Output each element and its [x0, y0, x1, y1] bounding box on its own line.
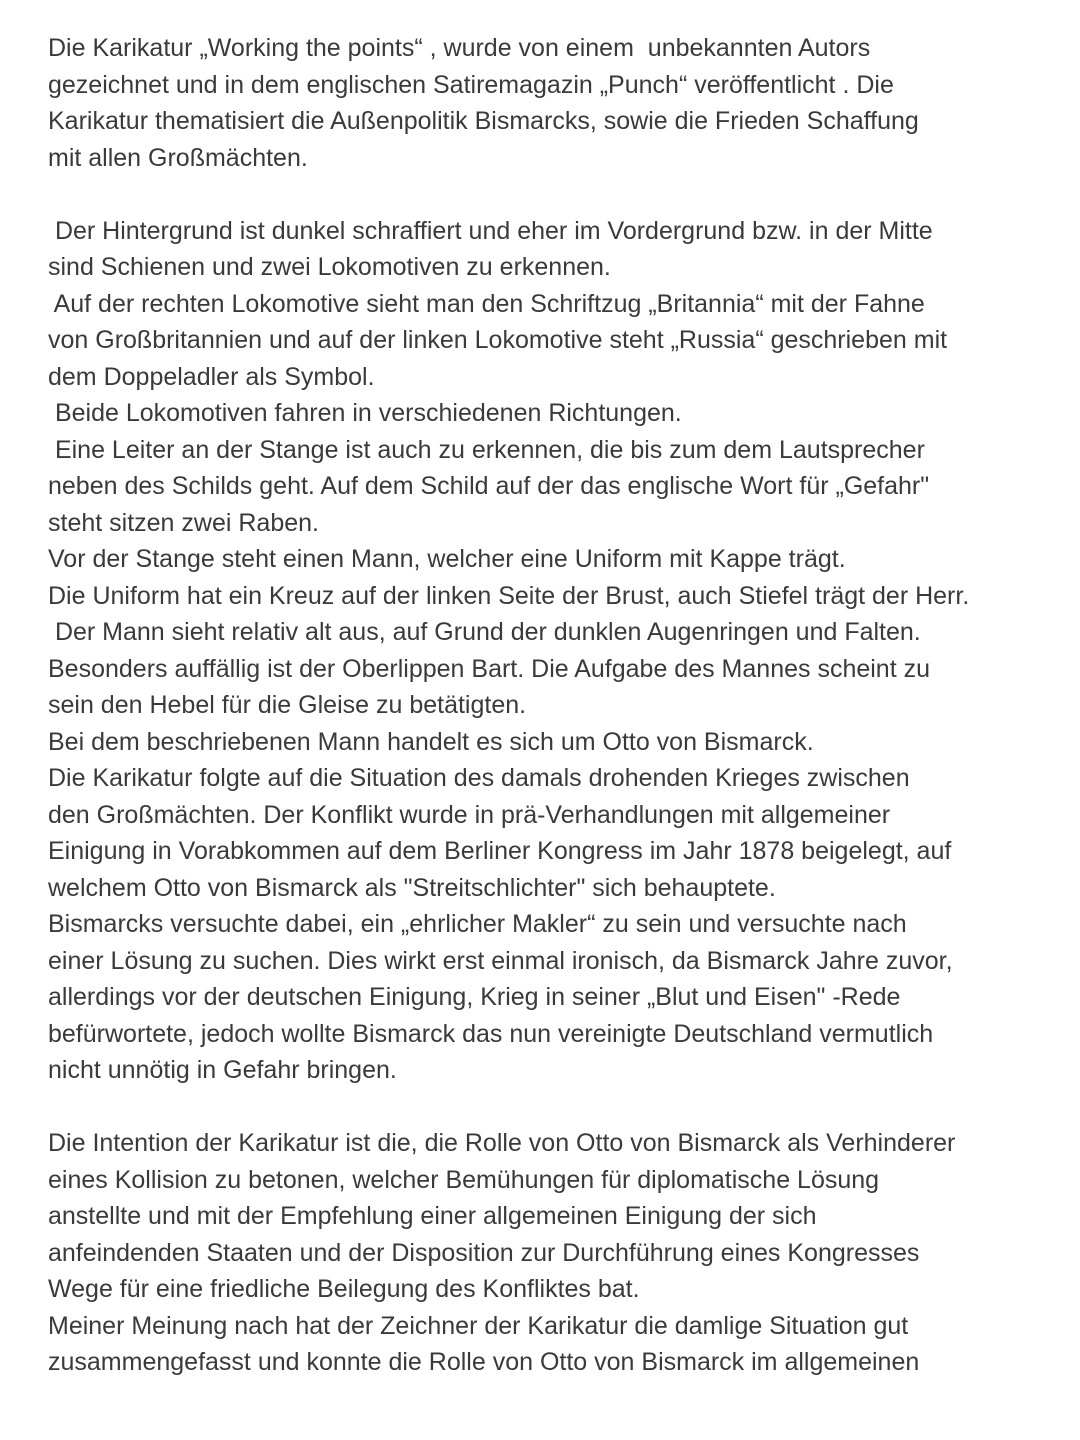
text-line: sind Schienen und zwei Lokomotiven zu erkennen.	[48, 253, 611, 281]
paragraph-conclusion	[48, 1125, 1058, 1381]
text-line: Meiner Meinung nach hat der Zeichner der Karikatur die damlige Situation gut	[48, 1311, 909, 1340]
text-line: welchem Otto von Bismarck als "Streitschlichter" sich behauptete.	[48, 873, 776, 902]
text-line: einer Lösung zu suchen. Dies wirkt erst einmal ironisch, da Bismarck Jahre zuvor,	[48, 946, 953, 975]
text-line: Wege für eine friedliche Beilegung des Konfliktes bat.	[48, 1275, 640, 1303]
text-line: gezeichnet und in dem englischen Satiremagazin „Punch“ veröffentlicht . Die	[48, 70, 894, 99]
text-line: anstellte und mit der Empfehlung einer allgemeinen Einigung der sich	[48, 1202, 817, 1230]
text-line: Besonders auffällig ist der Oberlippen Bart. Die Aufgabe des Mannes scheint zu	[48, 654, 931, 683]
text-line: Die Karikatur folgte auf die Situation des damals drohenden Krieges zwischen	[48, 764, 910, 792]
text-line: anfeindenden Staaten und der Disposition zur Durchführung eines Kongresses	[48, 1238, 920, 1267]
text-line: zusammengefasst und konnte die Rolle von Otto von Bismarck im allgemeinen	[48, 1348, 920, 1376]
paragraph-intro	[48, 30, 1058, 176]
text-line: Bei dem beschriebenen Mann handelt es sich um Otto von Bismarck.	[48, 727, 814, 756]
text-line: befürwortete, jedoch wollte Bismarck das nun vereinigte Deutschland vermutlich	[48, 1019, 934, 1048]
text-line: Die Karikatur „Working the points“ , wurde von einem unbekannten Autors	[48, 34, 871, 62]
text-line: Eine Leiter an der Stange ist auch zu erkennen, die bis zum dem Lautsprecher	[48, 435, 925, 464]
text-line: nicht unnötig in Gefahr bringen.	[48, 1056, 397, 1084]
text-line: Karikatur thematisiert die Außenpolitik Bismarcks, sowie die Frieden Schaffung	[48, 107, 919, 135]
text-line: neben des Schilds geht. Auf dem Schild auf der das englische Wort für „Gefahr"	[48, 472, 930, 500]
paragraph-spacer	[48, 1089, 1058, 1126]
text-line: steht sitzen zwei Raben.	[48, 508, 319, 537]
text-line: sein den Hebel für die Gleise zu betätigten.	[48, 691, 527, 719]
text-line: Beide Lokomotiven fahren in verschiedenen Richtungen.	[48, 399, 682, 427]
text-line: Der Hintergrund ist dunkel schraffiert und eher im Vordergrund bzw. in der Mitte	[48, 216, 933, 245]
text-line: mit allen Großmächten.	[48, 143, 308, 172]
text-line: Der Mann sieht relativ alt aus, auf Grund der dunklen Augenringen und Falten.	[48, 618, 921, 646]
text-line: Einigung in Vorabkommen auf dem Berliner Kongress im Jahr 1878 beigelegt, auf	[48, 837, 952, 865]
text-line: Die Intention der Karikatur ist die, die Rolle von Otto von Bismarck als Verhinderer	[48, 1129, 956, 1157]
text-line: von Großbritannien und auf der linken Lokomotive steht „Russia“ geschrieben mit	[48, 326, 948, 354]
document-body	[48, 30, 1058, 1381]
text-line: den Großmächten. Der Konflikt wurde in prä-Verhandlungen mit allgemeiner	[48, 800, 891, 829]
text-line: Bismarcks versuchte dabei, ein „ehrlicher Makler“ zu sein und versuchte nach	[48, 910, 907, 938]
paragraph-spacer	[48, 176, 1058, 213]
text-line: Auf der rechten Lokomotive sieht man den Schriftzug „Britannia“ mit der Fahne	[48, 289, 925, 318]
text-line: Die Uniform hat ein Kreuz auf der linken Seite der Brust, auch Stiefel trägt der Herr.	[48, 581, 970, 610]
paragraph-description	[48, 213, 1058, 1089]
text-line: allerdings vor der deutschen Einigung, Krieg in seiner „Blut und Eisen" -Rede	[48, 983, 901, 1011]
text-line: eines Kollision zu betonen, welcher Bemühungen für diplomatische Lösung	[48, 1165, 880, 1194]
text-line: Vor der Stange steht einen Mann, welcher eine Uniform mit Kappe trägt.	[48, 545, 846, 573]
text-line: dem Doppeladler als Symbol.	[48, 362, 375, 391]
